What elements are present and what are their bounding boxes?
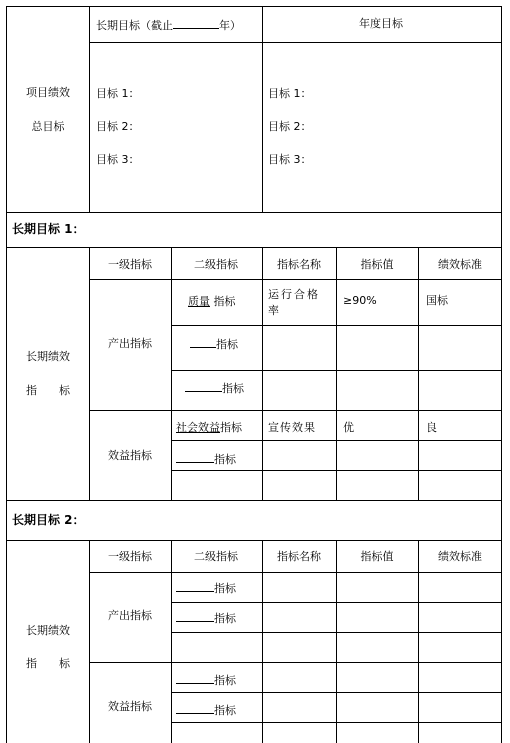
section-divider bbox=[6, 212, 502, 213]
column-divider bbox=[336, 247, 337, 500]
output-indicator-blank-row1[interactable] bbox=[176, 580, 236, 596]
section-divider bbox=[6, 540, 502, 541]
column-header-value: 指标值 bbox=[360, 550, 394, 563]
annual-goal-header: 年度目标 bbox=[359, 17, 403, 30]
output-indicator-label: 产出指标 bbox=[108, 337, 152, 350]
section-divider bbox=[6, 500, 502, 501]
indicator-word: 指标 bbox=[213, 295, 236, 308]
benefit-indicator-label: 效益指标 bbox=[108, 700, 152, 713]
project-goal-label-line1: 项目绩效 bbox=[26, 86, 70, 99]
indicator-word: 指标 bbox=[214, 674, 236, 687]
benefit-indicator-blank-row2[interactable] bbox=[176, 451, 236, 467]
column-divider bbox=[89, 6, 90, 212]
indicator-name-blank[interactable] bbox=[185, 380, 222, 392]
column-header-level1: 一级指标 bbox=[108, 550, 152, 563]
long-term-goal-suffix: 年） bbox=[219, 19, 241, 32]
indicator-name-blank[interactable] bbox=[190, 336, 216, 348]
annual-goal-1[interactable]: 目标 1： bbox=[268, 87, 312, 100]
pass-rate-value: ≥90% bbox=[343, 294, 377, 307]
section2-title: 长期目标 2： bbox=[12, 513, 85, 527]
social-benefit-cell bbox=[176, 421, 242, 435]
column-divider bbox=[89, 540, 90, 743]
long-term-goal-3[interactable]: 目标 3： bbox=[96, 153, 140, 166]
long-term-goal-header bbox=[96, 17, 241, 33]
operation-pass-rate: 运行合格率 bbox=[268, 288, 320, 317]
deadline-year-blank[interactable] bbox=[173, 17, 219, 29]
column-divider bbox=[171, 247, 172, 500]
project-goal-label-line2: 总目标 bbox=[31, 120, 65, 133]
output-indicator-blank-row2[interactable] bbox=[176, 610, 236, 626]
table-border-top bbox=[6, 6, 502, 7]
annual-goal-2[interactable]: 目标 2： bbox=[268, 120, 312, 133]
column-header-name: 指标名称 bbox=[277, 258, 321, 271]
section2-side-label-line1: 长期绩效 bbox=[26, 624, 70, 637]
output-indicator-blank-row3[interactable] bbox=[185, 380, 244, 396]
section-divider bbox=[6, 247, 502, 248]
column-header-level2: 二级指标 bbox=[194, 550, 238, 563]
benefit-indicator-blank-row2[interactable] bbox=[176, 702, 236, 718]
social-benefit-word: 社会效益 bbox=[176, 421, 220, 434]
column-header-standard: 绩效标准 bbox=[438, 258, 482, 271]
benefit-indicator-blank-row1[interactable] bbox=[176, 672, 236, 688]
group-divider bbox=[90, 662, 502, 663]
column-divider bbox=[418, 247, 419, 500]
output-indicator-label: 产出指标 bbox=[108, 609, 152, 622]
column-header-standard: 绩效标准 bbox=[438, 550, 482, 563]
column-divider bbox=[89, 247, 90, 500]
publicity-value: 优 bbox=[343, 421, 354, 434]
pass-rate-standard: 国标 bbox=[426, 294, 448, 307]
indicator-word: 指标 bbox=[214, 612, 236, 625]
column-divider bbox=[171, 540, 172, 743]
indicator-word: 指标 bbox=[216, 338, 238, 351]
section1-side-label-line1: 长期绩效 bbox=[26, 350, 70, 363]
publicity-standard: 良 bbox=[426, 421, 437, 434]
column-header-level2: 二级指标 bbox=[194, 258, 238, 271]
indicator-word: 指标 bbox=[214, 582, 236, 595]
long-term-goal-1[interactable]: 目标 1： bbox=[96, 87, 140, 100]
table-border-right bbox=[501, 6, 502, 743]
section1-side-label-line2: 指 标 bbox=[26, 384, 70, 397]
indicator-name-blank[interactable] bbox=[176, 610, 214, 622]
column-header-level1: 一级指标 bbox=[108, 258, 152, 271]
column-header-divider bbox=[90, 572, 502, 573]
column-divider bbox=[336, 540, 337, 743]
indicator-word: 指标 bbox=[214, 453, 236, 466]
header-row-divider bbox=[90, 42, 502, 43]
column-header-value: 指标值 bbox=[360, 258, 394, 271]
indicator-name-blank[interactable] bbox=[176, 580, 214, 592]
indicator-name-blank[interactable] bbox=[176, 672, 214, 684]
indicator-name-blank[interactable] bbox=[176, 702, 214, 714]
group-divider bbox=[90, 410, 502, 411]
indicator-word: 指标 bbox=[220, 421, 242, 434]
section2-side-label-line2: 指 标 bbox=[26, 657, 70, 670]
output-indicator-blank-row2[interactable] bbox=[190, 336, 238, 352]
annual-goal-3[interactable]: 目标 3： bbox=[268, 153, 312, 166]
indicator-name-blank[interactable] bbox=[176, 451, 214, 463]
section1-title: 长期目标 1： bbox=[12, 222, 85, 236]
publicity-effect: 宣传效果 bbox=[268, 421, 316, 434]
indicator-word: 指标 bbox=[222, 382, 244, 395]
column-divider bbox=[262, 247, 263, 500]
table-border-left bbox=[6, 6, 7, 743]
column-divider bbox=[262, 6, 263, 212]
long-term-goal-2[interactable]: 目标 2： bbox=[96, 120, 140, 133]
column-header-divider bbox=[90, 279, 502, 280]
column-divider bbox=[418, 540, 419, 743]
benefit-indicator-label: 效益指标 bbox=[108, 449, 152, 462]
indicator-word: 指标 bbox=[214, 704, 236, 717]
quality-indicator-cell bbox=[188, 295, 236, 309]
long-term-goal-prefix: 长期目标（截止 bbox=[96, 19, 173, 32]
column-header-name: 指标名称 bbox=[277, 550, 321, 563]
quality-word: 质量 bbox=[188, 295, 210, 308]
column-divider bbox=[262, 540, 263, 743]
